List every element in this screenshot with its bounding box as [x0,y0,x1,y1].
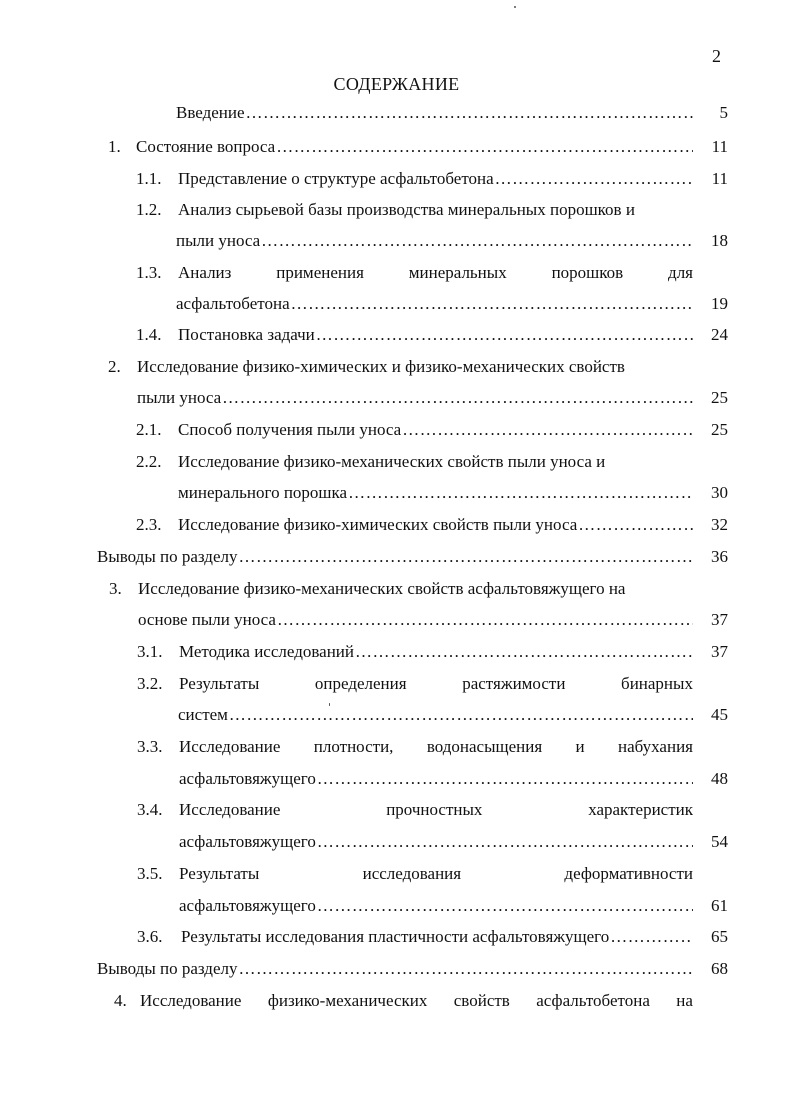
toc-entry-4-line [176,232,693,249]
toc-entry-15-line [179,770,693,787]
toc-entry-17-word: деформативности [564,864,693,883]
scan-speck [514,6,516,8]
toc-entry-3-leader-dots [495,170,693,187]
toc-entry-20-number: 4. [114,991,127,1010]
toc-entry-2-page: 11 [711,137,728,156]
toc-entry-12-line [138,580,693,597]
toc-entry-3-line [178,170,693,187]
toc-entry-4-text: пыли уноса [176,231,261,250]
toc-entry-9-page: 30 [711,483,728,502]
toc-entry-20-word: на [676,991,693,1010]
toc-entry-15-line [179,738,693,755]
toc-entry-17-number: 3.5. [137,864,163,883]
toc-entry-13-number: 3.1. [137,642,163,661]
toc-entry-13-line [179,643,693,660]
toc-entry-15-word: и [575,737,585,756]
toc-entry-6-text: Постановка задачи [178,325,315,344]
toc-entry-15-word: набухания [618,737,693,756]
toc-entry-16-word: характеристик [588,800,693,819]
toc-entry-12-page: 37 [711,610,728,629]
toc-entry-5-text: асфальтобетона [176,294,290,313]
toc-entry-1-text: Введение [176,103,245,122]
toc-entry-18-text: Результаты исследования пластичности асфальтовяжущего [181,927,610,946]
toc-entry-7-page: 25 [711,388,728,407]
toc-entry-16-page: 54 [711,832,728,851]
toc-entry-5-word: применения [276,263,364,282]
toc-entry-9-text: Исследование физико-механических свойств пыли уноса и [178,452,606,471]
toc-entry-14-word: Результаты [179,674,260,693]
toc-entry-15-word: Исследование [179,737,281,756]
toc-entry-17-line [179,865,693,882]
toc-entry-4-page: 18 [711,231,728,250]
toc-entry-7-leader-dots [222,389,693,406]
toc-entry-7-text: Исследование физико-химических и физико-механических свойств [137,357,625,376]
toc-entry-7-text: пыли уноса [137,388,222,407]
toc-entry-17-word: Результаты [179,864,260,883]
toc-entry-7-number: 2. [108,357,121,376]
toc-entry-5-word: для [668,263,693,282]
toc-entry-8-line [178,421,693,438]
toc-entry-12-text: Исследование физико-механических свойств асфальтовяжущего на [138,579,626,598]
toc-entry-3-number: 1.1. [136,169,162,188]
toc-entry-16-line [179,801,693,818]
toc-entry-15-leader-dots [317,770,693,787]
toc-entry-9-text: минерального порошка [178,483,348,502]
toc-entry-11-leader-dots [238,548,693,565]
toc-entry-6-leader-dots [316,326,693,343]
toc-entry-17-line [179,897,693,914]
toc-entry-5-number: 1.3. [136,263,162,282]
toc-entry-17-leader-dots [317,897,693,914]
toc-entry-4-line [178,201,693,218]
toc-entry-5-line [178,264,693,281]
toc-entry-5-word: Анализ [178,263,232,282]
toc-entry-1-leader-dots [246,104,693,121]
toc-entry-16-text: асфальтовяжущего [179,832,316,851]
toc-entry-5-word: порошков [551,263,624,282]
toc-entry-14-word: растяжимости [462,674,566,693]
toc-entry-13-page: 37 [711,642,728,661]
toc-entry-15-text: асфальтовяжущего [179,769,316,788]
toc-entry-10-text: Исследование физико-химических свойств пыли уноса [178,515,578,534]
toc-entry-18-line [181,928,693,945]
toc-entry-8-text: Способ получения пыли уноса [178,420,402,439]
toc-entry-10-leader-dots [578,516,693,533]
toc-entry-18-leader-dots [610,928,693,945]
page-number: 2 [712,46,721,66]
toc-entry-17-text: асфальтовяжущего [179,896,316,915]
toc-entry-14-number: 3.2. [137,674,163,693]
toc-entry-15-number: 3.3. [137,737,163,756]
toc-entry-17-page: 61 [711,896,728,915]
toc-entry-19-leader-dots [238,960,693,977]
toc-entry-5-word: минеральных [408,263,507,282]
toc-entry-6-page: 24 [711,325,728,344]
toc-entry-14-word: определения [314,674,407,693]
toc-entry-13-text: Методика исследований [179,642,354,661]
toc-entry-20-word: свойств [453,991,510,1010]
toc-entry-3-text: Представление о структуре асфальтобетона [178,169,494,188]
toc-entry-6-number: 1.4. [136,325,162,344]
toc-entry-19-line [97,960,693,977]
toc-entry-10-page: 32 [711,515,728,534]
toc-entry-18-page: 65 [711,927,728,946]
toc-entry-16-word: Исследование [179,800,281,819]
toc-entry-8-leader-dots [402,421,693,438]
toc-entry-15-page: 48 [711,769,728,788]
toc-entry-12-line [138,611,693,628]
toc-entry-14-word: бинарных [621,674,693,693]
toc-entry-15-word: плотности, [313,737,394,756]
toc-entry-11-line [97,548,693,565]
toc-entry-9-line [178,453,693,470]
toc-entry-9-line [178,484,693,501]
toc-entry-10-number: 2.3. [136,515,162,534]
toc-entry-19-page: 68 [711,959,728,978]
toc-entry-12-text: основе пыли уноса [138,610,276,629]
toc-entry-18-number: 3.6. [137,927,163,946]
toc-entry-1-line [176,104,693,121]
toc-title: СОДЕРЖАНИЕ [333,74,460,94]
toc-entry-4-leader-dots [261,232,693,249]
toc-entry-2-number: 1. [108,137,121,156]
toc-entry-1-page: 5 [719,103,728,122]
toc-entry-2-line [136,138,693,155]
toc-entry-14-line [178,706,693,723]
toc-entry-14-page: 45 [711,705,728,724]
toc-entry-15-word: водонасыщения [426,737,543,756]
toc-entry-6-line [178,326,693,343]
toc-entry-5-leader-dots [291,295,693,312]
toc-entry-8-number: 2.1. [136,420,162,439]
toc-entry-12-leader-dots [277,611,693,628]
toc-entry-19-text: Выводы по разделу [97,959,238,978]
toc-entry-5-page: 19 [711,294,728,313]
toc-entry-16-word: прочностных [386,800,483,819]
toc-entry-7-line [137,358,693,375]
toc-entry-3-page: 11 [711,169,728,188]
toc-entry-9-number: 2.2. [136,452,162,471]
toc-entry-20-line [140,992,693,1009]
toc-entry-11-text: Выводы по разделу [97,547,238,566]
toc-entry-7-line [137,389,693,406]
toc-entry-20-word: физико-механических [267,991,428,1010]
toc-entry-12-number: 3. [109,579,122,598]
toc-entry-4-text: Анализ сырьевой базы производства минеральных порошков и [178,200,635,219]
toc-entry-5-line [176,295,693,312]
toc-entry-20-word: асфальтобетона [536,991,650,1010]
toc-entry-10-line [178,516,693,533]
toc-entry-14-leader-dots [229,706,693,723]
toc-entry-9-leader-dots [348,484,693,501]
toc-entry-20-word: Исследование [140,991,242,1010]
toc-entry-14-text: систем [178,705,228,724]
toc-entry-16-number: 3.4. [137,800,163,819]
toc-entry-16-line [179,833,693,850]
toc-entry-16-leader-dots [317,833,693,850]
toc-entry-2-leader-dots [276,138,693,155]
toc-entry-4-number: 1.2. [136,200,162,219]
toc-entry-17-word: исследования [362,864,462,883]
toc-entry-11-page: 36 [711,547,728,566]
toc-entry-13-leader-dots [355,643,693,660]
toc-entry-8-page: 25 [711,420,728,439]
toc-entry-14-line [179,675,693,692]
toc-entry-2-text: Состояние вопроса [136,137,276,156]
